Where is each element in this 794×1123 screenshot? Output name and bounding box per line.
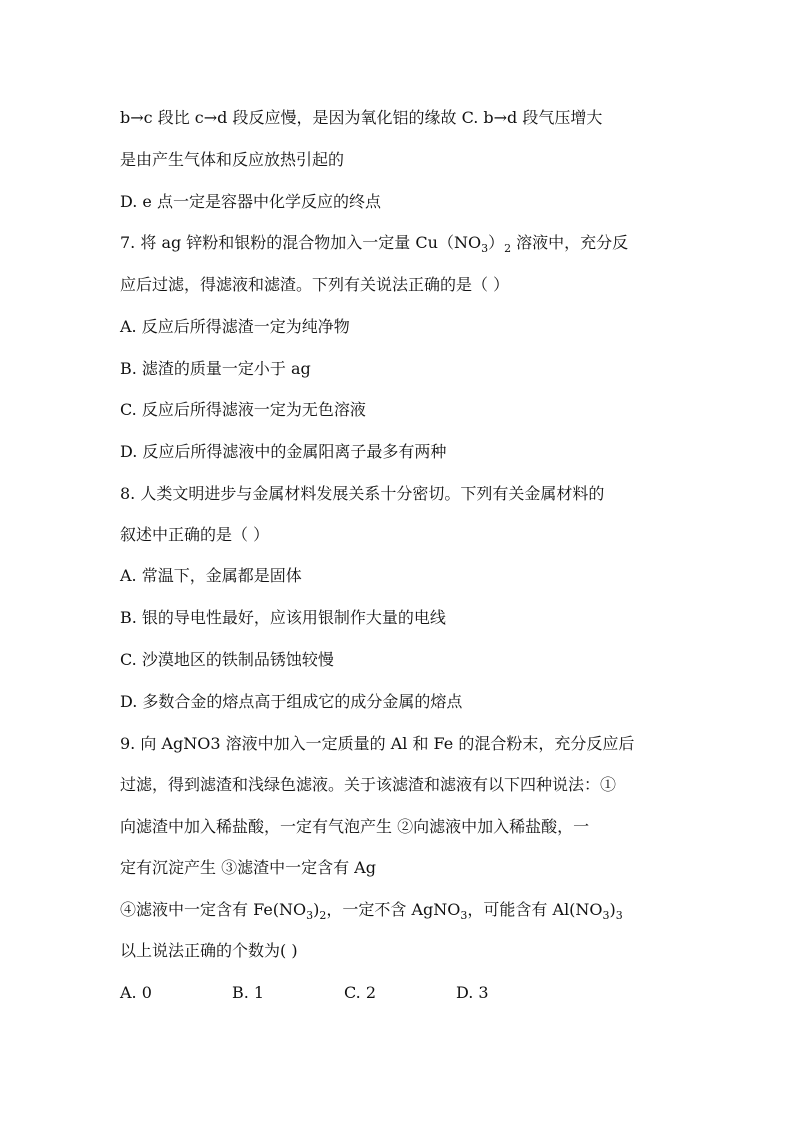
q9-options [120, 983, 720, 1003]
q7-sub-2: 2 [504, 242, 512, 255]
q7-stem-line-1 [120, 233, 720, 253]
q9-s4-b: ) [313, 900, 320, 919]
q7-stem-line-2: 应后过滤，得滤液和滤渣。下列有关说法正确的是（ ） [120, 275, 510, 294]
q9-stem-line-2: 过滤，得到滤渣和浅绿色滤液。关于该滤渣和滤液有以下四种说法：① [120, 775, 617, 794]
q8-option-b: B. 银的导电性最好，应该用银制作大量的电线 [120, 608, 446, 627]
q9-count-line: 以上说法正确的个数为( ) [120, 941, 298, 960]
q7-sub-3: 3 [481, 242, 489, 255]
q7-option-c: C. 反应后所得滤液一定为无色溶液 [120, 400, 366, 419]
text-line-1: b→c 段比 c→d 段反应慢，是因为氧化铝的缘故 C. b→d 段气压增大 [120, 108, 603, 127]
q9-s4-e: ) [609, 900, 616, 919]
text-line-3: D. e 点一定是容器中化学反应的终点 [120, 192, 381, 211]
q9-stem-line-3: 向滤渣中加入稀盐酸，一定有气泡产生 ②向滤液中加入稀盐酸，一 [120, 817, 590, 836]
q9-s4-sub-c: 3 [460, 909, 468, 922]
q9-stem-line-1: 9. 向 AgNO3 溶液中加入一定质量的 Al 和 Fe 的混合粉末，充分反应后 [120, 734, 635, 753]
q9-s4-sub-e: 3 [615, 909, 623, 922]
q9-stem-line-4: 定有沉淀产生 ③滤渣中一定含有 Ag [120, 858, 376, 877]
q9-s4-d: ，可能含有 Al(NO [467, 900, 603, 919]
q7-option-a: A. 反应后所得滤渣一定为纯净物 [120, 317, 350, 336]
q8-stem-line-1: 8. 人类文明进步与金属材料发展关系十分密切。下列有关金属材料的 [120, 484, 605, 503]
q9-option-d: D. 3 [456, 983, 489, 1002]
q8-option-c: C. 沙漠地区的铁制品锈蚀较慢 [120, 650, 334, 669]
q7-option-b: B. 滤渣的质量一定小于 ag [120, 359, 311, 378]
q8-option-d: D. 多数合金的熔点高于组成它的成分金属的熔点 [120, 692, 463, 711]
q7-stem-c: 溶液中，充分反 [511, 233, 629, 252]
q8-option-a: A. 常温下，金属都是固体 [120, 566, 302, 585]
q9-s4-sub-b: 2 [319, 909, 327, 922]
q9-s4-sub-a: 3 [306, 909, 314, 922]
q9-s4-c: ，一定不含 AgNO [326, 900, 461, 919]
q7-stem-b: ） [488, 233, 505, 252]
q9-s4-sub-d: 3 [602, 909, 610, 922]
q7-option-d: D. 反应后所得滤液中的金属阳离子最多有两种 [120, 442, 447, 461]
q7-stem-a: 7. 将 ag 锌粉和银粉的混合物加入一定量 Cu（NO [120, 233, 482, 252]
q9-s4-a: ④滤液中一定含有 Fe(NO [120, 900, 307, 919]
q8-stem-line-2: 叙述中正确的是（ ） [120, 525, 270, 544]
text-line-2: 是由产生气体和反应放热引起的 [120, 150, 345, 169]
q9-statement-4 [120, 900, 720, 920]
q9-option-b: B. 1 [232, 983, 265, 1002]
q9-option-c: C. 2 [344, 983, 377, 1002]
q9-option-a: A. 0 [120, 983, 152, 1002]
